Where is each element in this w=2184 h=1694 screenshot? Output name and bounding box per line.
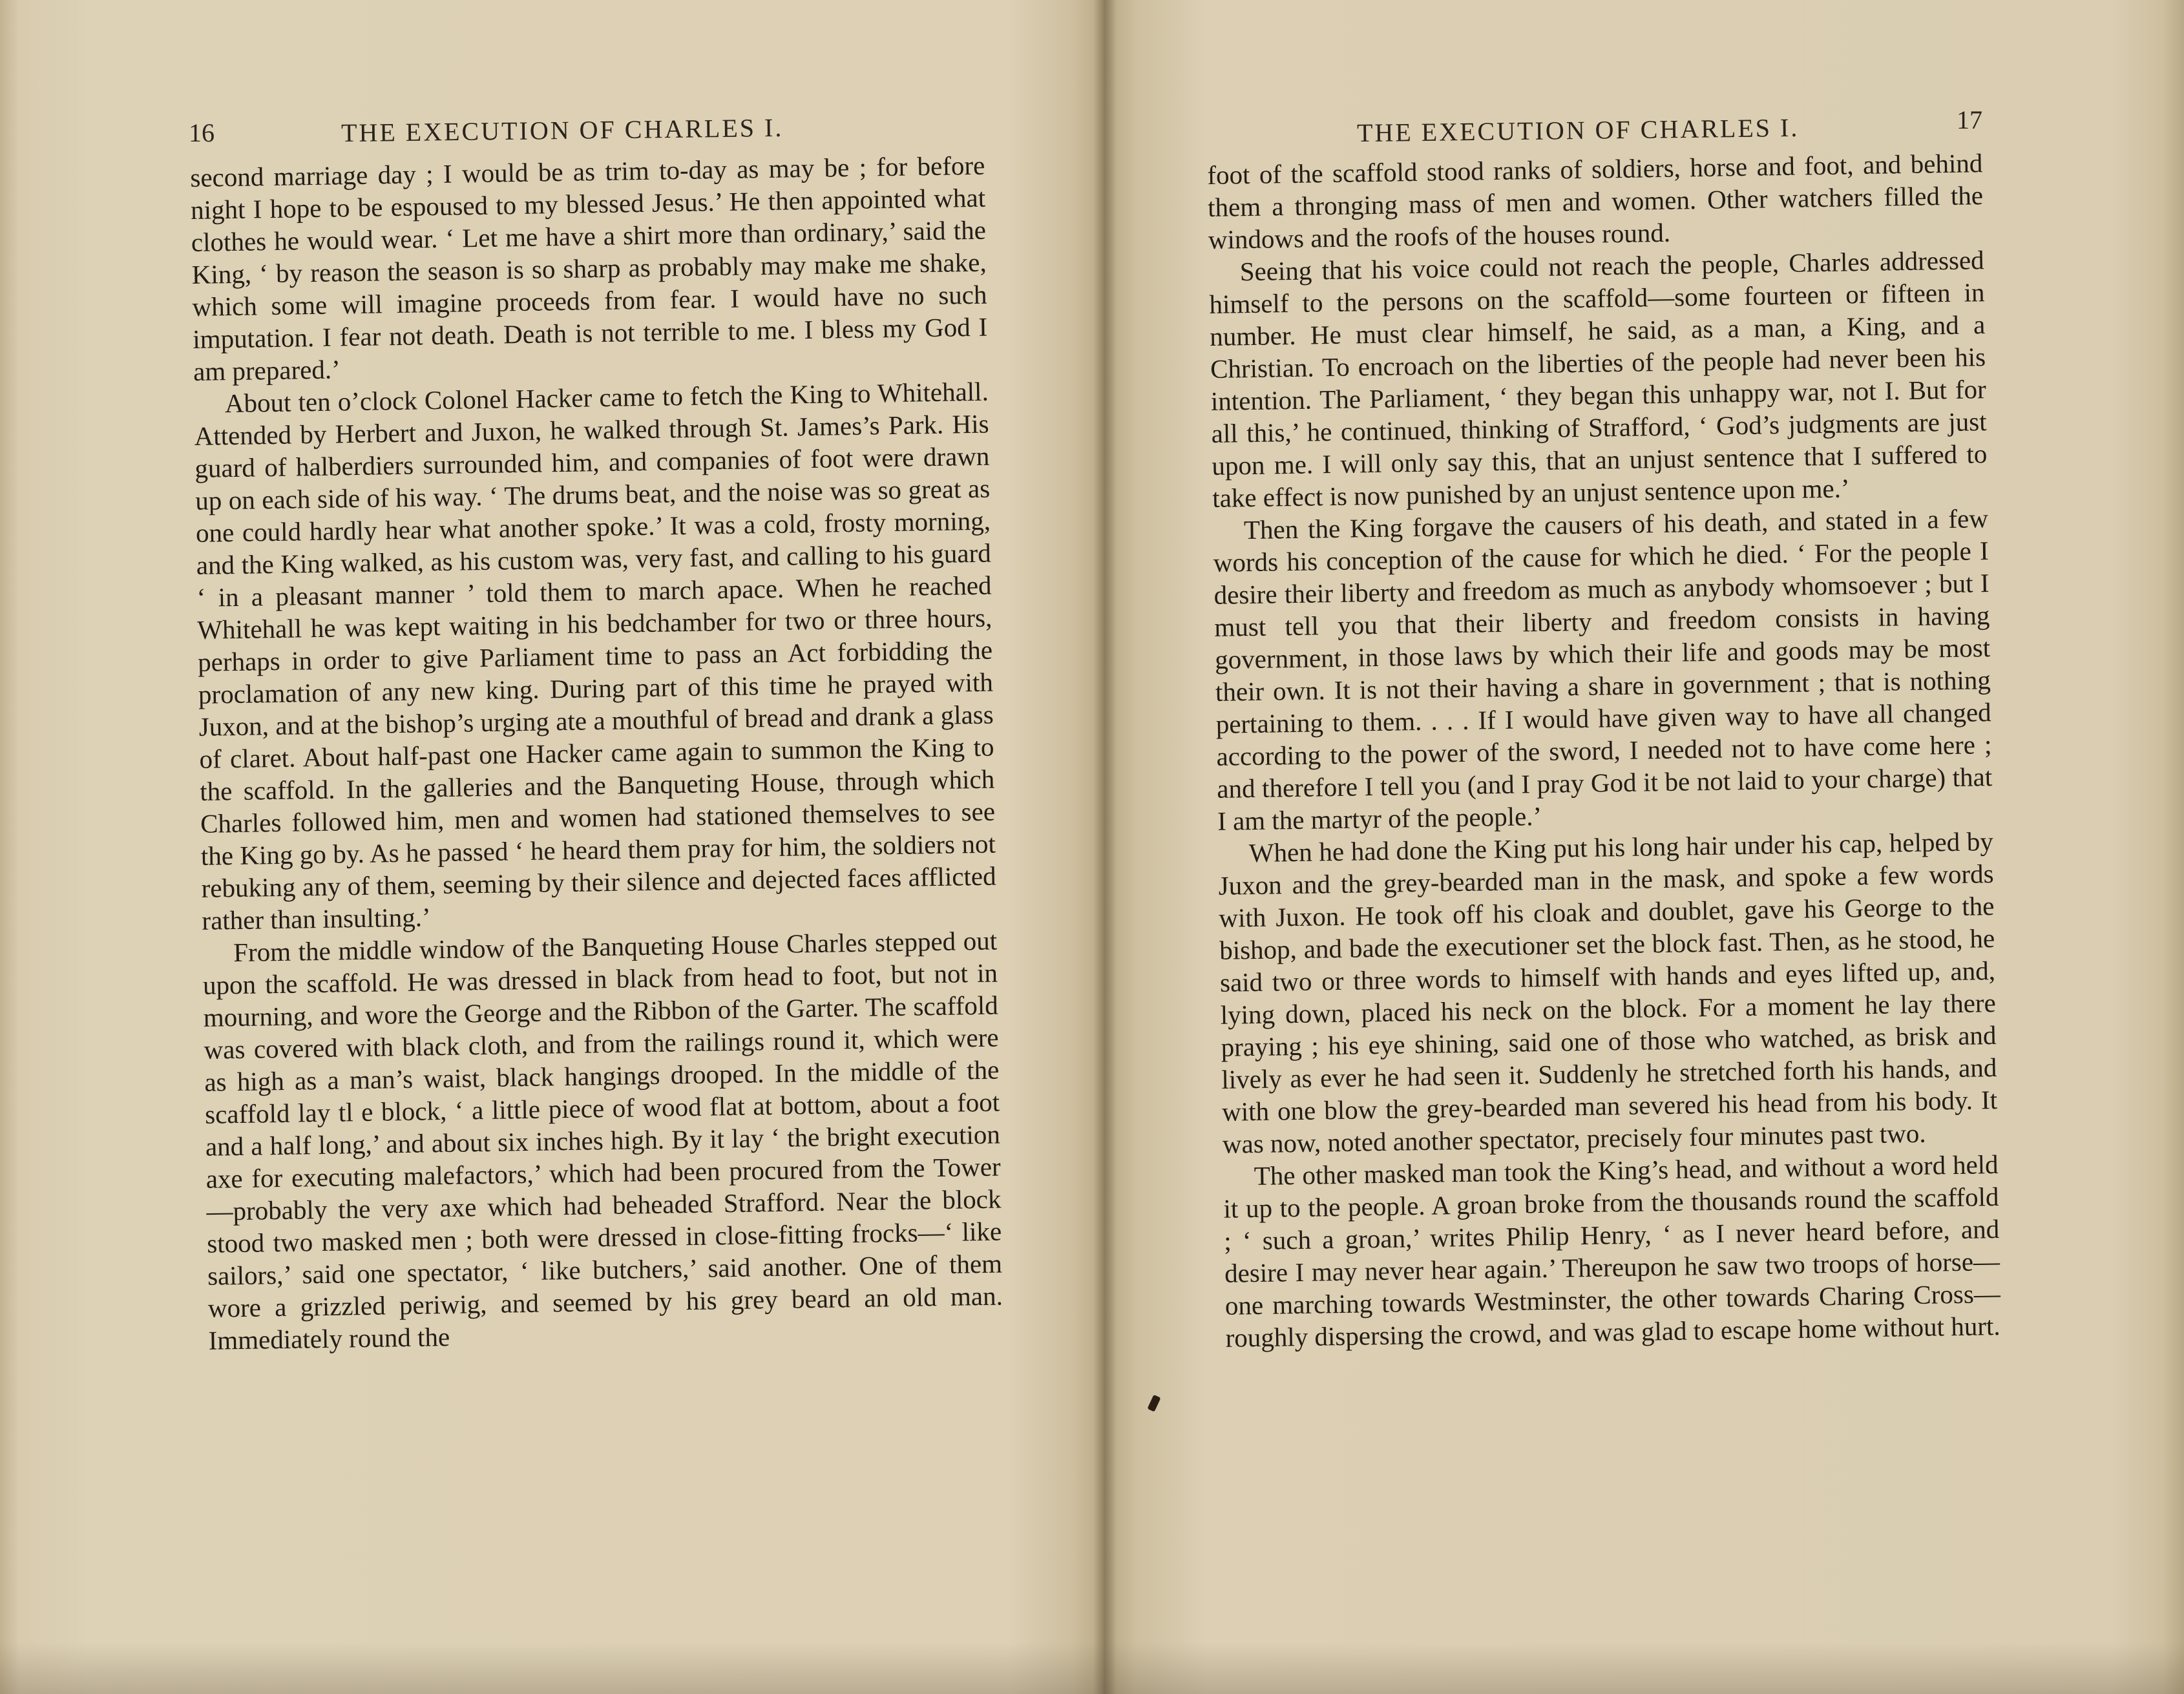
body-text: [190, 149, 1003, 1357]
page-bottom-shadow: [0, 1642, 2184, 1694]
paragraph: Seeing that his voice could not reach the people, Charles addressed himself to the persons on the scaffold—some fourteen or fifteen in number. He must clear himself, he said, as a man, a King, and a Christian. To encroach on the liberties of the people had never been his intention. The Parliament, ‘ they began this unhappy war, not I. But for all this,’ he continued, thinking of Strafford, ‘ God’s judgments are just upon me. I will only say this, that an unjust sentence that I suffered to take effect is now punished by an unjust sentence upon me.’: [1209, 245, 1988, 513]
book-gutter: [1093, 0, 1117, 1694]
page-number: 16: [189, 118, 215, 147]
paragraph: From the middle window of the Banqueting House Charles stepped out upon the scaffold. He was dressed in black from head to foot, but not in mourning, and wore the George and the Ribbon of the Garter. The scaffold was covered with black cloth, and from the railings round it, which were as high as a man’s waist, black hangings drooped. In the middle of the scaffold lay tl e block, ‘ a little piece of wood flat at bottom, about a foot and a half long,’ and about six inches high. By it lay ‘ the bright execution axe for executing malefactors,’ which had been procured from the Tower—probably the very axe which had beheaded Strafford. Near the block stood two masked men ; both were dressed in close-fitting frocks—‘ like sailors,’ said one spectator, ‘ like butchers,’ said another. One of them wore a grizzled periwig, and seemed by his grey beard an old man. Immediately round the: [202, 925, 1003, 1355]
page-number: 17: [1957, 105, 1982, 134]
running-head: THE EXECUTION OF CHARLES I.: [341, 112, 784, 148]
paragraph: The other masked man took the King’s head, and without a word held it up to the people. A groan broke from the thousands round the scaffold ; ‘ such a groan,’ writes Philip Henry, ‘ as I never heard before, and desire I may never hear again.’ Thereupon he saw two troops of horse—one marching towards Westminster, the other towards Charing Cross—roughly dispersing the crowd, and was glad to escape home without hurt.: [1223, 1149, 2001, 1353]
paragraph: Then the King forgave the causers of his death, and stated in a few words his conception of the cause for which he died. ‘ For the people I desire their liberty and freedom as much as anybody whomsoever ; but I must tell you that their liberty and freedom consists in having government, in those laws by which their life and goods may be most their own. It is not their having a share in government ; that is nothing pertaining to them. . . . If I would have given way to have all changed according to the power of the sword, I needed not to have come here ; and therefore I tell you (and I pray God it be not laid to your charge) that I am the martyr of the people.’: [1213, 503, 1993, 836]
paragraph: second marriage day ; I would be as trim to-day as may be ; for before night I hope to be espoused to my blessed Jesus.’ He then appointed what clothes he would wear. ‘ Let me have a shirt more than ordinary,’ said the King, ‘ by reason the season is so sharp as probably may make me shake, which some will imagine proceeds from fear. I would have no such imputation. I fear not death. Death is not terrible to me. I bless my God I am prepared.’: [190, 150, 988, 386]
paragraph: About ten o’clock Colonel Hacker came to fetch the King to Whitehall. Attended by Herbert and Juxon, he walked through St. James’s Park. His guard of halberdiers surrounded him, and companies of foot were drawn up on each side of his way. ‘ The drums beat, and the noise was so great as one could hardly hear what another spoke.’ It was a cold, frosty morning, and the King walked, as his custom was, very fast, and calling to his guard ‘ in a pleasant manner ’ told them to march apace. When he reached Whitehall he was kept waiting in his bedchamber for two or three hours, perhaps in order to give Parliament time to pass an Act forbidding the proclamation of any new king. During part of this time he prayed with Juxon, and at the bishop’s urging ate a mouthful of bread and drank a glass of claret. About half-past one Hacker came again to summon the King to the scaffold. In the galleries and the Banqueting House, through which Charles followed him, men and women had stationed themselves to see the King go by. As he passed ‘ he heard them pray for him, the soldiers not rebuking any of them, seeming by their silence and dejected faces afflicted rather than insulting.’: [194, 376, 996, 936]
running-head: THE EXECUTION OF CHARLES I.: [1356, 112, 1800, 148]
right-page: [1104, 0, 2184, 1694]
paragraph: When he had done the King put his long hair under his cap, helped by Juxon and the grey-bearded man in the mask, and spoke a few words with Juxon. He took off his cloak and doublet, gave his George to the bishop, and bade the executioner set the block fast. Then, as he stood, he said two or three words to himself with hands and eyes lifted up, and, lying down, placed his neck on the block. For a moment he lay there praying ; his eye shining, said one of those who watched, as brisk and lively as ever he had seen it. Suddenly he stretched forth his hands, and with one blow the grey-bearded man severed his head from his body. It was now, noted another spectator, precisely four minutes past two.: [1218, 826, 1998, 1159]
body-text: [1207, 147, 2001, 1354]
paragraph: foot of the scaffold stood ranks of soldiers, horse and foot, and behind them a thronging mass of men and women. Other watchers filled the windows and the roofs of the houses round.: [1207, 148, 1984, 255]
